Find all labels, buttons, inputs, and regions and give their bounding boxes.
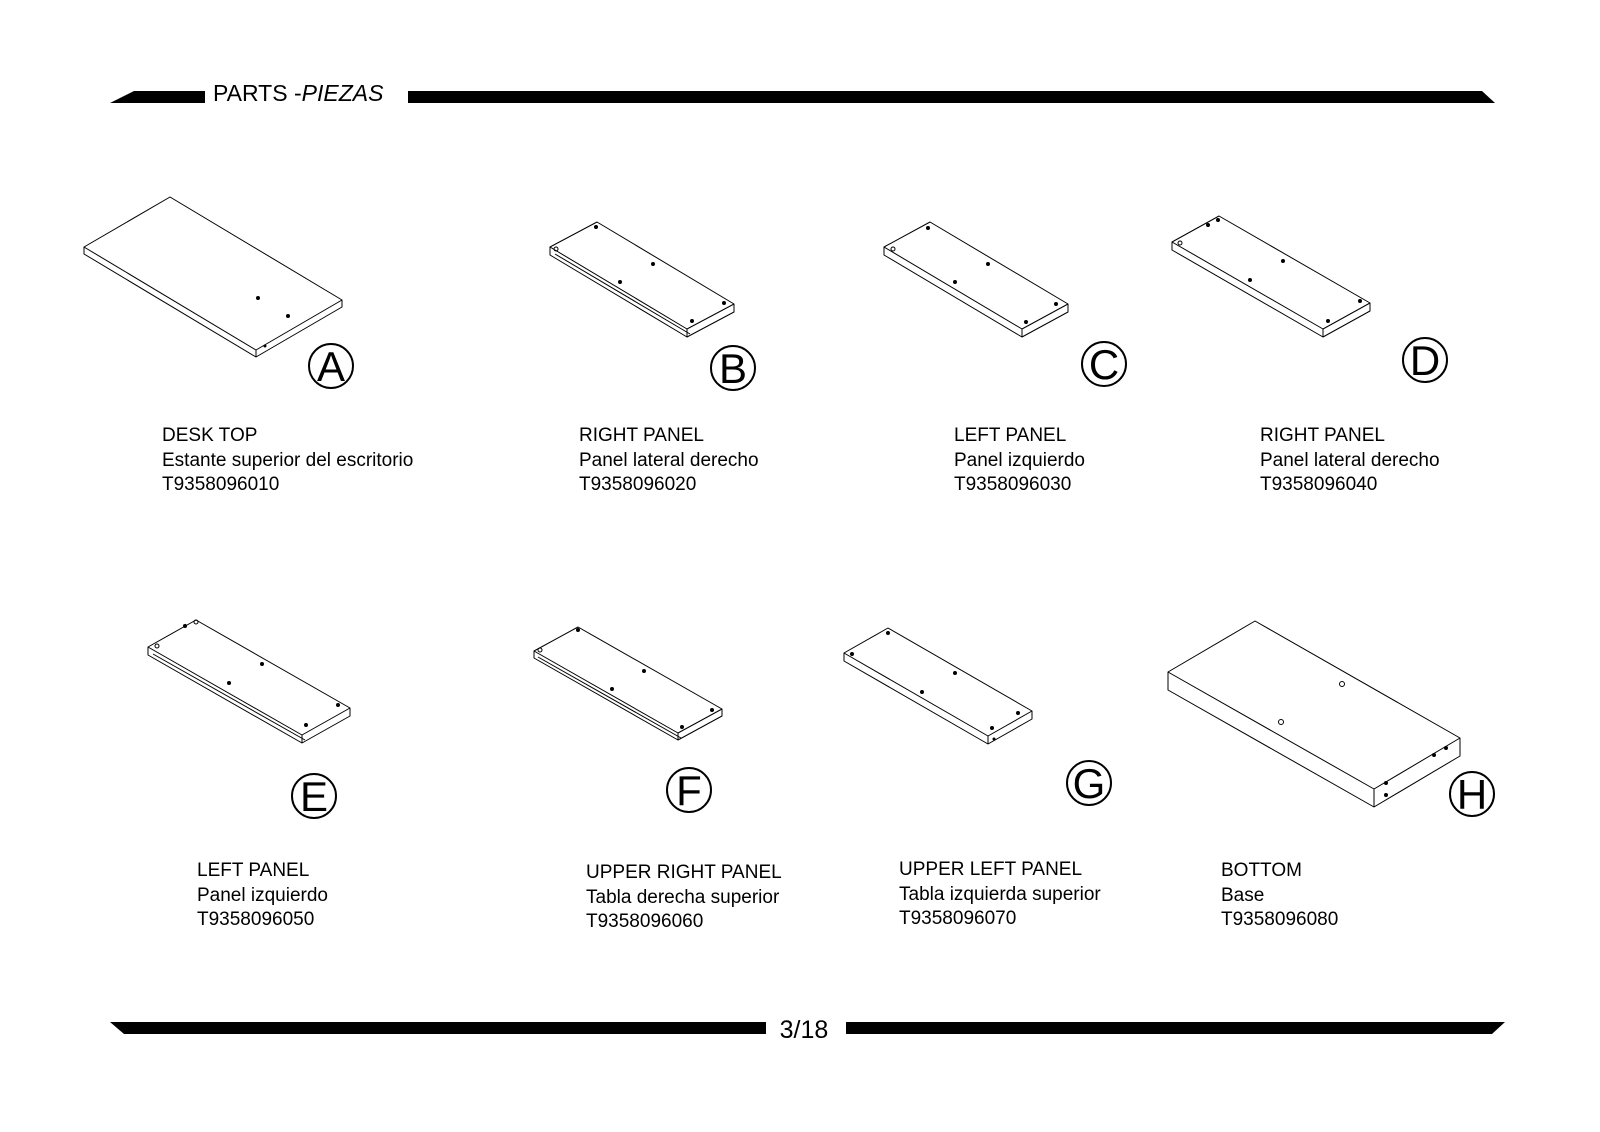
- part-e-label: [197, 859, 328, 933]
- part-name-en: UPPER LEFT PANEL: [899, 859, 1083, 880]
- part-code: T9358096030: [954, 474, 1072, 495]
- page-number: 3/18: [766, 1015, 842, 1045]
- part-a-drawing: [84, 197, 342, 357]
- page-title: [209, 79, 387, 107]
- part-name-es: Panel izquierdo: [197, 884, 328, 906]
- part-c-label: [954, 424, 1085, 498]
- part-code: T9358096020: [579, 474, 697, 495]
- title-en: PARTS: [213, 80, 288, 106]
- part-h-label: [1221, 859, 1338, 933]
- part-name-es: Tabla derecha superior: [586, 886, 780, 908]
- part-g-label: [899, 858, 1101, 932]
- part-code: T9358096010: [162, 474, 280, 495]
- part-name-es: Base: [1221, 884, 1265, 906]
- part-a-letter: A: [308, 343, 354, 389]
- part-h-letter: H: [1449, 771, 1495, 817]
- part-name-es: Estante superior del escritorio: [162, 449, 414, 471]
- part-name-en: LEFT PANEL: [197, 860, 310, 881]
- part-d-drawing: [1172, 216, 1370, 337]
- part-name-en: RIGHT PANEL: [1260, 425, 1385, 446]
- part-b-label: [579, 424, 759, 498]
- part-code: T9358096050: [197, 909, 315, 930]
- part-name-en: DESK TOP: [162, 425, 258, 446]
- part-name-en: BOTTOM: [1221, 860, 1302, 881]
- part-name-es: Panel izquierdo: [954, 449, 1085, 471]
- part-name-en: LEFT PANEL: [954, 425, 1067, 446]
- part-c-letter: C: [1081, 341, 1127, 387]
- part-code: T9358096040: [1260, 474, 1378, 495]
- part-c-drawing: [884, 222, 1068, 337]
- part-name-es: Tabla izquierda superior: [899, 883, 1101, 905]
- part-h-drawing: [1168, 621, 1460, 807]
- part-d-letter: D: [1402, 337, 1448, 383]
- part-code: T9358096070: [899, 908, 1017, 929]
- part-e-drawing: [148, 620, 350, 743]
- title-separator: -: [287, 80, 302, 106]
- part-name-en: UPPER RIGHT PANEL: [586, 862, 782, 883]
- part-e-letter: E: [291, 773, 337, 819]
- part-f-letter: F: [666, 767, 712, 813]
- part-g-drawing: [844, 628, 1032, 744]
- part-g-letter: G: [1066, 760, 1112, 806]
- part-f-drawing: [534, 627, 722, 740]
- part-b-drawing: [550, 222, 734, 337]
- part-name-es: Panel lateral derecho: [579, 449, 759, 471]
- part-d-label: [1260, 424, 1440, 498]
- part-b-letter: B: [710, 345, 756, 391]
- part-code: T9358096060: [586, 911, 704, 932]
- part-name-en: RIGHT PANEL: [579, 425, 704, 446]
- part-name-es: Panel lateral derecho: [1260, 449, 1440, 471]
- part-a-label: [162, 424, 413, 498]
- part-f-label: [586, 861, 782, 935]
- part-code: T9358096080: [1221, 909, 1339, 930]
- title-es: PIEZAS: [301, 80, 384, 106]
